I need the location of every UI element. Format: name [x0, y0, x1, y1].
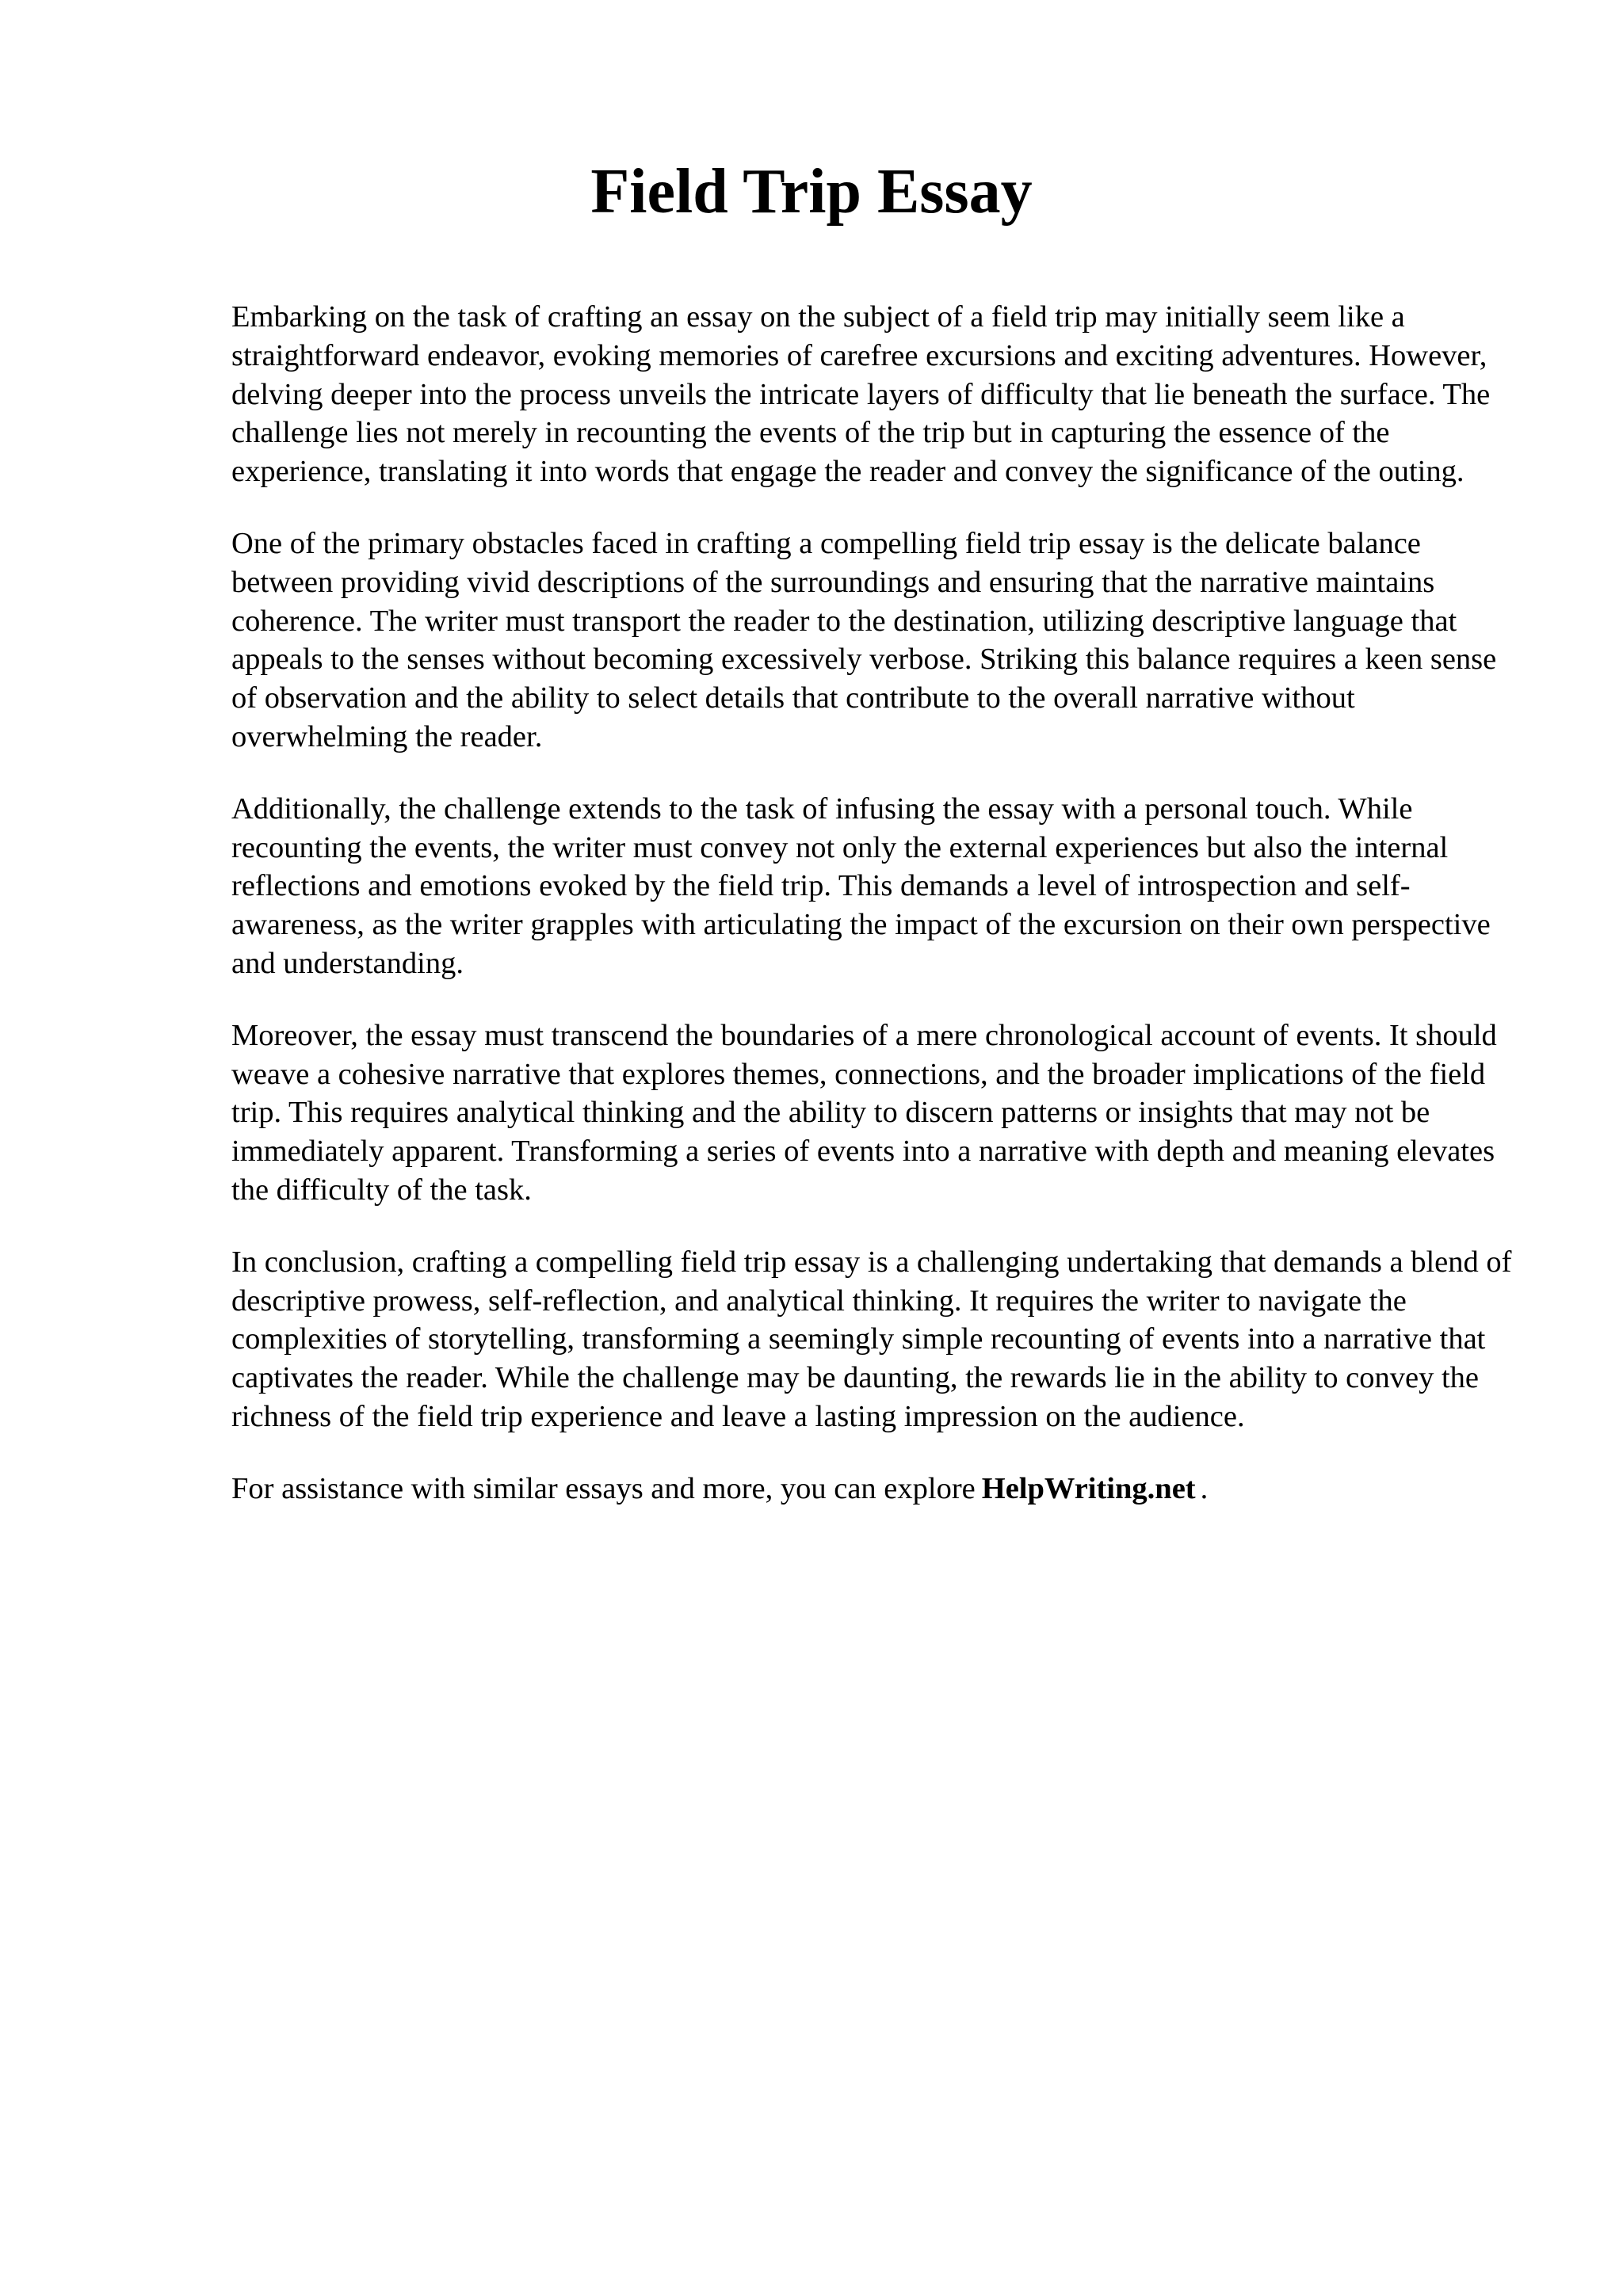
paragraph-2: One of the primary obstacles faced in crafting a compelling field trip essay is the delicate balance between providing vivid descriptions of the surroundings and ensuring that the narrative maintains coherence. The writer must transport the reader to the destination, utilizing descriptive language that appeals to the senses without becoming excessively verbose. Striking this balance requires a keen sense of observation and the ability to select details that contribute to the overall narrative without overwhelming the reader.: [231, 526, 1497, 753]
paragraph-3: Additionally, the challenge extends to the task of infusing the essay with a personal touch. While recounting the events, the writer must convey not only the external experiences but also the internal reflections and emotions evoked by the field trip. This demands a level of introspection and self-awareness, as the writer grapples with articulating the impact of the excursion on their own perspective and understanding.: [231, 791, 1491, 980]
paragraph-4: Moreover, the essay must transcend the boundaries of a mere chronological account of events. It should weave a cohesive narrative that explores themes, connections, and the broader implications of the field trip. This requires analytical thinking and the ability to discern patterns or insights that may not be immediately apparent. Transforming a series of events into a narrative with depth and meaning elevates the difficulty of the task.: [231, 1018, 1497, 1207]
closing-text: For assistance with similar essays and more, you can explore: [231, 1471, 976, 1505]
paragraph-5: In conclusion, crafting a compelling field trip essay is a challenging undertaking that demands a blend of descriptive prowess, self-reflection, and analytical thinking. It requires the writer to navigate the complexities of storytelling, transforming a seemingly simple recounting of events into a narrative that captivates the reader. While the challenge may be daunting, the rewards lie in the ability to convey the richness of the field trip experience and leave a lasting impression on the audience.: [231, 1245, 1512, 1433]
closing-line: [231, 1470, 1515, 1508]
document-title: Field Trip Essay: [590, 157, 1033, 227]
essay-body: [231, 298, 1515, 1508]
helpwriting-link[interactable]: HelpWriting.net: [981, 1471, 1196, 1505]
paragraph-1: Embarking on the task of crafting an essay on the subject of a field trip may initially seem like a straightforward endeavor, evoking memories of carefree excursions and exciting adventures. However, delving deeper into the process unveils the intricate layers of difficulty that lie beneath the surface. The challenge lies not merely in recounting the events of the trip but in capturing the essence of the experience, translating it into words that engage the reader and convey the significance of the outing.: [231, 300, 1491, 489]
closing-period: .: [1200, 1471, 1209, 1505]
